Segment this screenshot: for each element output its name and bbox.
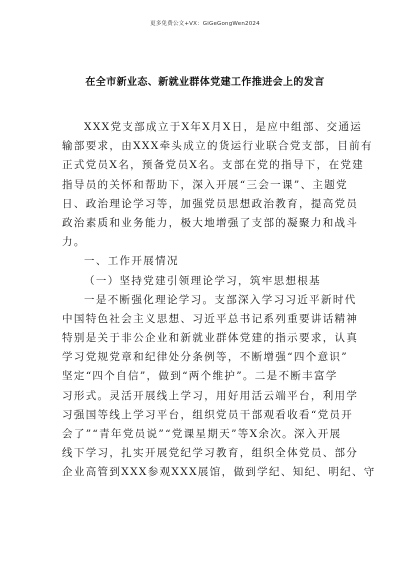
document-title: 在全市新业态、新就业群体党建工作推进会上的发言: [85, 77, 325, 88]
body-line: 坚定“四个自信”，做到“两个维护”。二是不断丰富学: [62, 370, 338, 383]
body-line: 中国特色社会主义思想、习近平总书记系列重要讲话精神: [62, 312, 359, 325]
intro-line: 政治素质和业务能力，极大地增强了支部的凝聚力和战斗: [62, 216, 359, 229]
body-line: 企业高管到XXX参观XXX展馆，做到学纪、知纪、明纪、守: [62, 466, 376, 479]
intro-line: 指导员的关怀和帮助下，深入开展“三会一课”、主题党: [62, 178, 348, 191]
section-heading: 一、工作开展情况: [84, 255, 179, 268]
body-line: 特别是关于非公企业和新就业群体党建的指示要求，认真: [62, 332, 359, 345]
body-line: 习强国等线上学习平台，组织党员干部观看收看“党员开: [62, 408, 354, 421]
document-body: [62, 118, 376, 483]
intro-line: XXX党支部成立于X年X月X日，是应中组部、交通运: [84, 121, 363, 133]
body-line: 会了”“青年党员说”“党课星期天”等X余次。深入开展: [62, 428, 342, 440]
subsection-heading: （一）坚持党建引领理论学习，筑牢思想根基: [84, 274, 321, 287]
body-line: 线下学习，扎实开展党纪学习教育，组织全体党员、部分: [62, 447, 359, 460]
intro-line: 输部要求，由XXX牵头成立的货运行业联合党支部，目前有: [62, 140, 373, 153]
body-line: 习形式。灵活开展线上学习，用好用活云端平台，利用学: [62, 389, 359, 402]
body-line: 学习党规党章和纪律处分条例等，不断增强“四个意识”: [62, 351, 348, 364]
intro-line: 力。: [62, 236, 86, 249]
intro-line: 日、政治理论学习等，加强党员思想政治教育，提高党员: [62, 197, 359, 210]
body-line: 一是不断强化理论学习。支部深入学习习近平新时代: [84, 293, 357, 306]
header-banner: 更多免费公文+VX：GiGeGongWen2024: [150, 21, 260, 27]
intro-line: 正式党员X名，预备党员X名。支部在党的指导下，在党建: [62, 159, 365, 172]
